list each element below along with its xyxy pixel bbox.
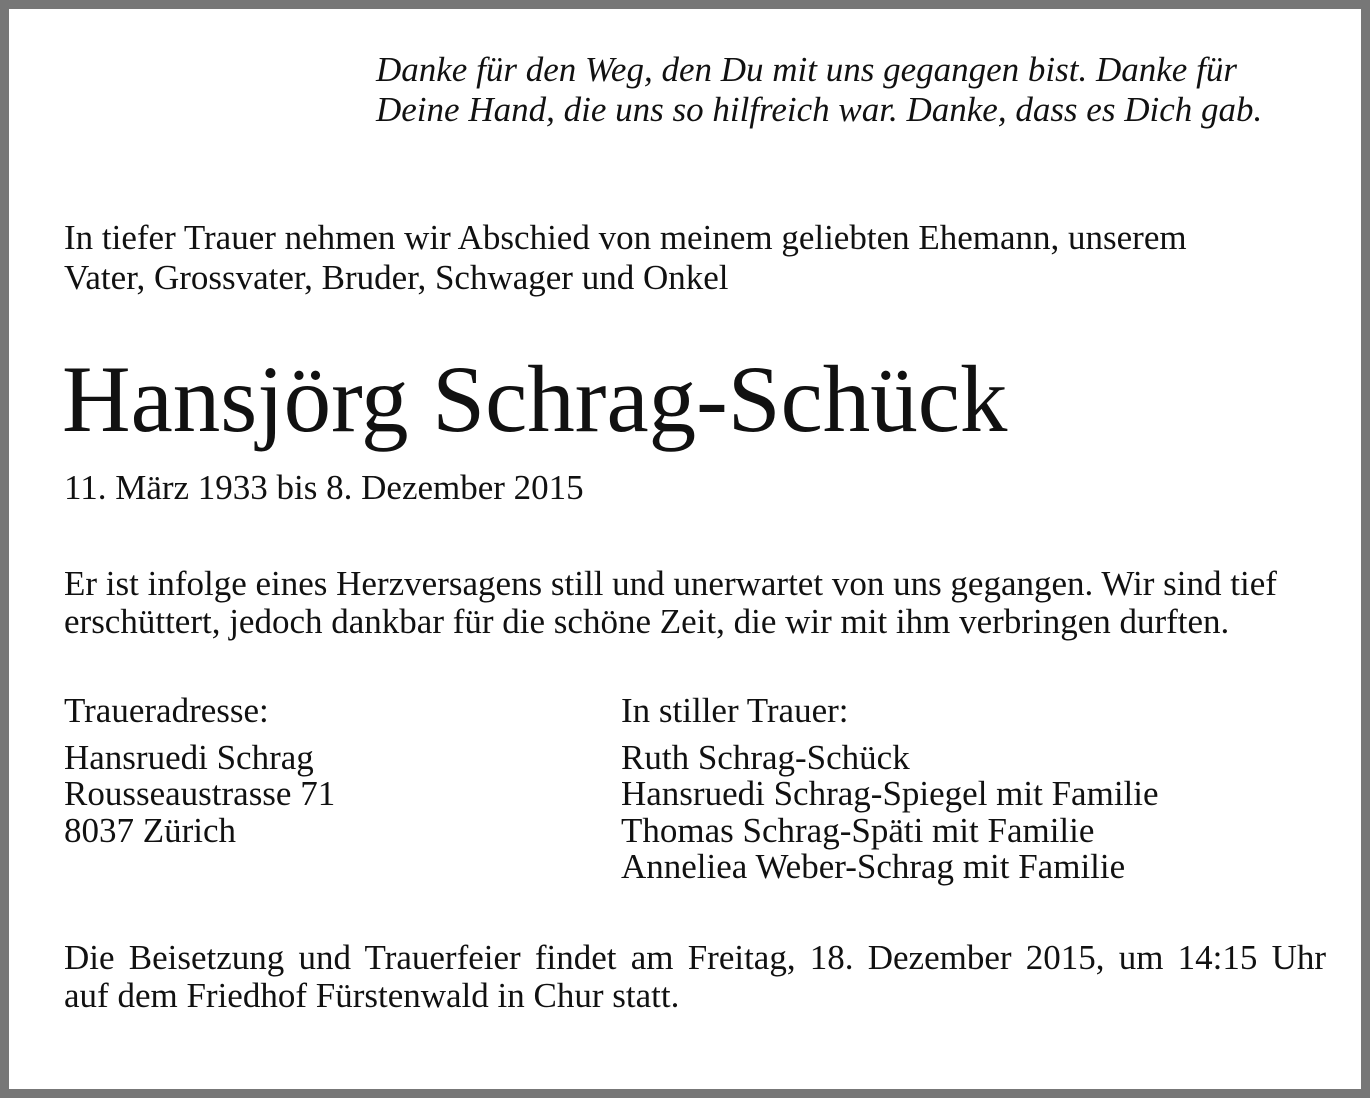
mourner-entry: Hansruedi Schrag-Spiegel mit Familie [621, 774, 1159, 813]
motto-quote [376, 50, 1366, 130]
funeral-notice [64, 939, 1326, 1015]
funeral-line: Die Beisetzung und Trauerfeier findet am Freitag, 18. Dezember 2015, um 14:15 Uhr [64, 938, 1326, 977]
address-heading: Traueradresse: [64, 691, 269, 730]
message-line: erschüttert, jedoch dankbar für die schöne Zeit, die wir mit ihm verbringen durften. [64, 602, 1230, 641]
address-line: Rousseaustrasse 71 [64, 774, 336, 813]
mourning-address [64, 693, 335, 849]
address-line: Hansruedi Schrag [64, 737, 314, 777]
mourners-heading: In stiller Trauer: [621, 691, 849, 730]
message-line: Er ist infolge eines Herzversagens still und unerwartet von uns gegangen. Wir sind tief [64, 564, 1277, 603]
mourner-entry: Ruth Schrag-Schück [621, 737, 910, 777]
motto-line: Deine Hand, die uns so hilfreich war. Danke, dass es Dich gab. [376, 90, 1263, 129]
intro-line: In tiefer Trauer nehmen wir Abschied von meinem geliebten Ehemann, unserem [64, 218, 1187, 257]
motto-line: Danke für den Weg, den Du mit uns gegangen bist. Danke für [376, 50, 1237, 89]
message-text [64, 565, 1277, 641]
mourner-entry: Thomas Schrag-Späti mit Familie [621, 810, 1095, 850]
address-line: 8037 Zürich [64, 810, 237, 850]
mourners-list [621, 693, 1159, 886]
mourner-entry: Anneliea Weber-Schrag mit Familie [621, 847, 1126, 886]
funeral-line: auf dem Friedhof Fürstenwald in Chur statt. [64, 976, 680, 1015]
life-dates: 11. März 1933 bis 8. Dezember 2015 [64, 468, 584, 507]
intro-line: Vater, Grossvater, Bruder, Schwager und Onkel [64, 258, 729, 297]
deceased-name: Hansjörg Schrag-Schück [62, 346, 1008, 452]
intro-text [64, 218, 1187, 298]
